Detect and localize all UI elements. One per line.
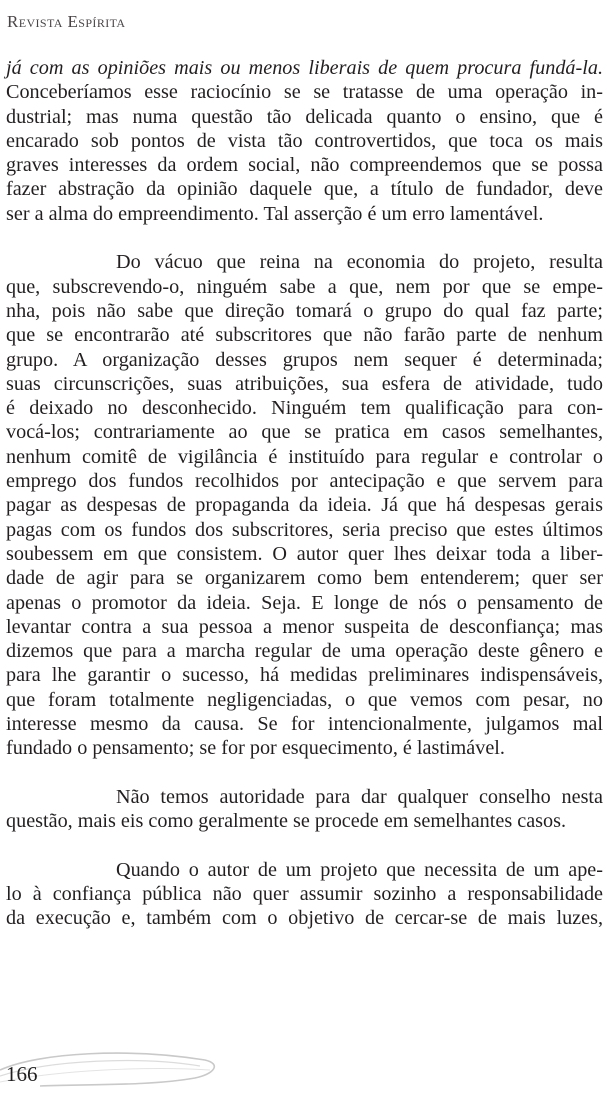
text-line: já com as opiniões mais ou menos liberais de quem procura fundá-la. <box>6 57 603 79</box>
text-line: ser a alma do empreendimento. Tal asserção é um erro lamentável. <box>6 202 544 225</box>
running-head: Revista Espírita <box>7 12 126 31</box>
text-line: Não temos autoridade para dar qualquer conselho nesta <box>116 785 603 808</box>
page-body <box>6 56 603 931</box>
text-line: dustrial; mas numa questão tão delicada quanto o ensino, que é <box>6 105 603 128</box>
text-line: para lhe garantir o sucesso, há medidas preliminares indispensáveis, <box>6 664 603 687</box>
text-line: vocá-los; contrariamente ao que se pratica em casos semelhantes, <box>6 421 603 444</box>
text-line: interesse mesmo da causa. Se for intencionalmente, julgamos mal <box>6 713 603 736</box>
text-line: Conceberíamos esse raciocínio se se tratasse de uma operação in- <box>6 81 603 104</box>
text-line: encarado sob pontos de vista tão controvertidos, que toca os mais <box>6 129 603 152</box>
text-line: fazer abstração da opinião daquele que, a título de fundador, deve <box>6 178 603 201</box>
text-line: é deixado no desconhecido. Ninguém tem qualificação para con- <box>6 397 603 420</box>
paragraph-gap <box>6 834 603 858</box>
text-line: suas circunscrições, suas atribuições, sua esfera de atividade, tudo <box>6 372 603 395</box>
text-line: soubessem em que consistem. O autor quer lhes deixar toda a liber- <box>6 542 603 565</box>
text-line: Quando o autor de um projeto que necessita de um ape- <box>116 858 603 881</box>
text-line: Do vácuo que reina na economia do projeto, resulta <box>116 251 603 274</box>
text-line: que foram totalmente negligenciadas, o que vemos com pesar, no <box>6 688 603 711</box>
text-line: nenhum comitê de vigilância é instituído para regular e controlar o <box>6 445 603 468</box>
text-line: questão, mais eis como geralmente se procede em semelhantes casos. <box>6 810 567 833</box>
text-line: dade de agir para se organizarem como bem entenderem; quer ser <box>6 567 603 590</box>
text-line: pagar as despesas de propaganda da ideia. Já que há despesas gerais <box>6 494 603 517</box>
text-line: que, subscrevendo-o, ninguém sabe a que, nem por que se empe- <box>6 275 603 298</box>
text-line: grupo. A organização desses grupos nem sequer é determinada; <box>6 348 603 371</box>
text-line: da execução e, também com o objetivo de cercar-se de mais luzes, <box>6 907 603 930</box>
text-line: fundado o pensamento; se for por esquecimento, é lastimável. <box>6 737 505 760</box>
text-line: graves interesses da ordem social, não compreendemos que se possa <box>6 154 603 177</box>
text-line: dizemos que para a marcha regular de uma operação deste gênero e <box>6 640 603 663</box>
text-line: levantar contra a sua pessoa a menor suspeita de desconfiança; mas <box>6 615 603 638</box>
text-line: emprego dos fundos recolhidos por antecipação e que servem para <box>6 470 603 493</box>
paragraph-gap <box>6 761 603 785</box>
text-line: nha, pois não sabe que direção tomará o grupo do qual faz parte; <box>6 299 603 322</box>
text-line: apenas o promotor da ideia. Seja. E longe de nós o pensamento de <box>6 591 603 614</box>
text-line: pagas com os fundos dos subscritores, seria preciso que estes últimos <box>6 518 603 541</box>
page-number: 166 <box>6 1062 38 1086</box>
paragraph-gap <box>6 226 603 250</box>
text-line: lo à confiança pública não quer assumir sozinho a responsabilidade <box>6 883 603 906</box>
text-line: que se encontrarão até subscritores que não farão parte de nenhum <box>6 324 603 347</box>
